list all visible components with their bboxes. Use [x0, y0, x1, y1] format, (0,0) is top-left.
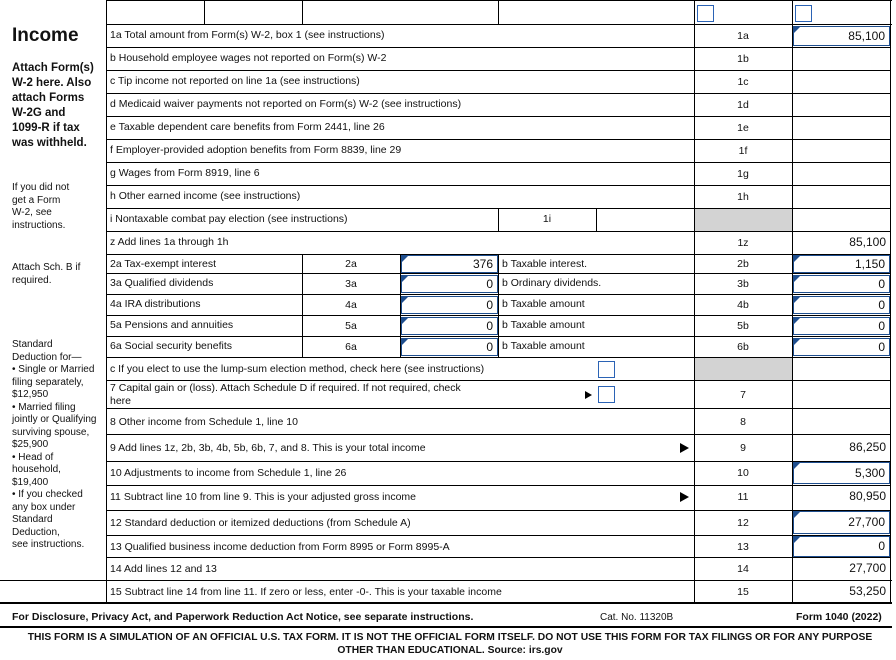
line-1a-label: 1a Total amount from Form(s) W-2, box 1 (see instructions)	[110, 29, 385, 41]
line-2a-label: 2a Tax-exempt interest	[110, 258, 217, 270]
line-12-label: 12 Standard deduction or itemized deductions (from Schedule A)	[110, 517, 411, 529]
line-3a-label: 3a Qualified dividends	[110, 277, 214, 289]
lump-sum-checkbox[interactable]	[598, 361, 615, 378]
std-deduction-note-line: Deduction for—	[12, 351, 82, 363]
sch-b-note-line: required.	[12, 274, 52, 286]
right-triangle-icon	[585, 391, 592, 399]
line-13-code: 13	[737, 541, 749, 553]
std-deduction-note-line: household,	[12, 464, 61, 475]
privacy-notice: For Disclosure, Privacy Act, and Paperwork Reduction Act Notice, see separate instructions.	[12, 611, 474, 623]
line-1b-label: b Household employee wages not reported on Form(s) W-2	[110, 52, 387, 64]
attach-note-line: was withheld.	[12, 137, 87, 149]
line-1c-code: 1c	[737, 76, 749, 88]
line-1g-code: 1g	[737, 168, 749, 180]
line-3a-code: 3a	[345, 278, 357, 290]
line-4b-amount[interactable]: 0	[793, 296, 890, 314]
line-10-code: 10	[737, 467, 749, 479]
std-deduction-note-line: see instructions.	[12, 539, 85, 550]
line-6a-amount[interactable]: 0	[401, 338, 498, 356]
line-4a-label: 4a IRA distributions	[110, 298, 201, 310]
line-4a-code: 4a	[345, 299, 357, 311]
line-5a-label: 5a Pensions and annuities	[110, 319, 234, 331]
line-1z-label: z Add lines 1a through 1h	[110, 236, 229, 248]
line-1h-label: h Other earned income (see instructions)	[110, 190, 301, 202]
line-6b-label: b Taxable amount	[502, 340, 585, 352]
line-5b-code: 5b	[737, 320, 749, 332]
attach-note-line: W-2 here. Also	[12, 77, 92, 89]
line-6a-label: 6a Social security benefits	[110, 340, 232, 352]
line-14-code: 14	[737, 563, 749, 575]
no-w2-note-line: W-2, see	[12, 207, 52, 218]
line-12-amount[interactable]: 27,700	[793, 511, 890, 534]
line-5a-amount[interactable]: 0	[401, 317, 498, 335]
line-1z-code: 1z	[737, 237, 749, 249]
std-deduction-note-line: any box under	[12, 501, 76, 513]
line-1g-label: g Wages from Form 8919, line 6	[110, 167, 260, 179]
line-2b-amount[interactable]: 1,150	[793, 255, 890, 273]
line-3b-code: 3b	[737, 278, 749, 290]
line-1f-label: f Employer-provided adoption benefits from Form 8839, line 29	[110, 144, 402, 156]
no-w2-note-line: instructions.	[12, 219, 66, 231]
line-11-code: 11	[737, 491, 749, 503]
line-10-label: 10 Adjustments to income from Schedule 1, line 26	[110, 467, 347, 479]
line-4b-label: b Taxable amount	[502, 298, 585, 310]
simulation-disclaimer: THIS FORM IS A SIMULATION OF AN OFFICIAL U.S. TAX FORM. IT IS NOT THE OFFICIAL FORM ITSELF. DO NOT USE THIS FORM FOR TAX FILINGS OR FOR ANY PURPOSE OTHER THAN EDUCATIONAL. Source: irs.gov	[27, 632, 873, 656]
line-1a-amount[interactable]: 85,100	[793, 26, 890, 46]
line-5a-code: 5a	[345, 320, 357, 332]
line-7-code: 7	[740, 389, 746, 401]
line-4b-code: 4b	[737, 299, 749, 311]
std-deduction-note-line: • Single or Married	[12, 364, 95, 375]
checkbox-icon[interactable]	[697, 5, 714, 22]
line-3b-amount[interactable]: 0	[793, 275, 890, 293]
line-5b-label: b Taxable amount	[502, 319, 585, 331]
sch-b-note-line: Attach Sch. B if	[12, 262, 81, 273]
std-deduction-note-line: • Head of	[12, 451, 54, 463]
line-1i-label: i Nontaxable combat pay election (see instructions)	[110, 213, 348, 225]
line-11-label: 11 Subtract line 10 from line 9. This is your adjusted gross income	[110, 491, 417, 503]
line-1i-code: 1i	[542, 213, 552, 225]
line-9-label: 9 Add lines 1z, 2b, 3b, 4b, 5b, 6b, 7, and 8. This is your total income	[110, 442, 426, 454]
attach-w2-note	[12, 61, 94, 151]
line-6b-amount[interactable]: 0	[793, 338, 890, 356]
attach-note-line: Attach Form(s)	[12, 62, 94, 74]
std-deduction-note-line: jointly or Qualifying	[12, 414, 97, 425]
std-deduction-note-line: $25,900	[12, 439, 49, 450]
line-1d-code: 1d	[737, 99, 749, 111]
catalog-number: Cat. No. 11320B	[600, 612, 674, 623]
line-1a-code: 1a	[737, 30, 749, 42]
line-4a-amount[interactable]: 0	[401, 296, 498, 314]
line-6b-code: 6b	[737, 341, 749, 353]
schedule-d-checkbox[interactable]	[598, 386, 615, 403]
line-6a-code: 6a	[345, 341, 357, 353]
form-id: Form 1040 (2022)	[796, 611, 882, 623]
line-8-label: 8 Other income from Schedule 1, line 10	[110, 416, 298, 428]
attach-note-line: attach Forms	[12, 92, 85, 104]
line-1b-code: 1b	[737, 53, 749, 65]
std-deduction-note-line: $12,950	[12, 389, 49, 400]
right-triangle-icon	[680, 492, 689, 502]
std-deduction-note-line: surviving spouse,	[12, 426, 90, 438]
line-15-code: 15	[737, 586, 749, 598]
line-5b-amount[interactable]: 0	[793, 317, 890, 335]
attach-note-line: W-2G and	[12, 107, 66, 119]
std-deduction-note-line: • If you checked	[12, 489, 83, 500]
line-9-amount: 86,250	[849, 440, 886, 454]
std-deduction-note-line: Standard	[12, 514, 53, 525]
checkbox-icon[interactable]	[795, 5, 812, 22]
line-15-amount: 53,250	[849, 584, 886, 598]
line-3a-amount[interactable]: 0	[401, 275, 498, 293]
standard-deduction-note	[12, 339, 96, 552]
std-deduction-note-line: • Married filing	[12, 401, 76, 413]
line-3b-label: b Ordinary dividends.	[502, 277, 602, 289]
std-deduction-note-line: $19,400	[12, 476, 49, 488]
no-w2-note-line: If you did not	[12, 182, 70, 193]
line-14-amount: 27,700	[849, 561, 886, 575]
line-1f-code: 1f	[738, 145, 748, 157]
line-1h-code: 1h	[737, 191, 749, 203]
line-7-label: 7 Capital gain or (loss). Attach Schedule D if required. If not required, check	[110, 382, 461, 394]
std-deduction-note-line: Deduction,	[12, 526, 60, 538]
line-11-amount: 80,950	[849, 489, 886, 503]
line-6c-label: c If you elect to use the lump-sum election method, check here (see instructions)	[110, 363, 485, 375]
line-8-code: 8	[740, 416, 746, 428]
std-deduction-note-line: Standard	[12, 339, 53, 350]
line-12-code: 12	[737, 517, 749, 529]
no-w2-note	[12, 182, 69, 232]
std-deduction-note-line: filing separately,	[12, 376, 84, 388]
right-triangle-icon	[680, 443, 689, 453]
line-1z-amount: 85,100	[849, 235, 886, 249]
line-15-label: 15 Subtract line 14 from line 11. If zero or less, enter -0-. This is your taxable income	[110, 586, 502, 598]
line-10-amount[interactable]: 5,300	[793, 462, 890, 484]
line-2a-amount[interactable]: 376	[401, 255, 498, 273]
line-1e-label: e Taxable dependent care benefits from Form 2441, line 26	[110, 121, 385, 133]
line-1c-label: c Tip income not reported on line 1a (see instructions)	[110, 75, 360, 87]
line-13-amount[interactable]: 0	[793, 536, 890, 557]
line-1d-label: d Medicaid waiver payments not reported on Form(s) W-2 (see instructions)	[110, 98, 462, 110]
line-1e-code: 1e	[737, 122, 749, 134]
attach-note-line: 1099-R if tax	[12, 122, 80, 134]
line-14-label: 14 Add lines 12 and 13	[110, 563, 217, 575]
line-2b-code: 2b	[737, 258, 749, 270]
line-7-label-cont: here	[110, 395, 132, 407]
section-title: Income	[12, 25, 79, 46]
line-13-label: 13 Qualified business income deduction from Form 8995 or Form 8995-A	[110, 541, 450, 553]
sch-b-note	[12, 262, 80, 287]
line-2b-label: b Taxable interest.	[502, 258, 588, 270]
line-9-code: 9	[740, 442, 746, 454]
line-2a-code: 2a	[345, 258, 357, 270]
no-w2-note-line: get a Form	[12, 194, 61, 206]
